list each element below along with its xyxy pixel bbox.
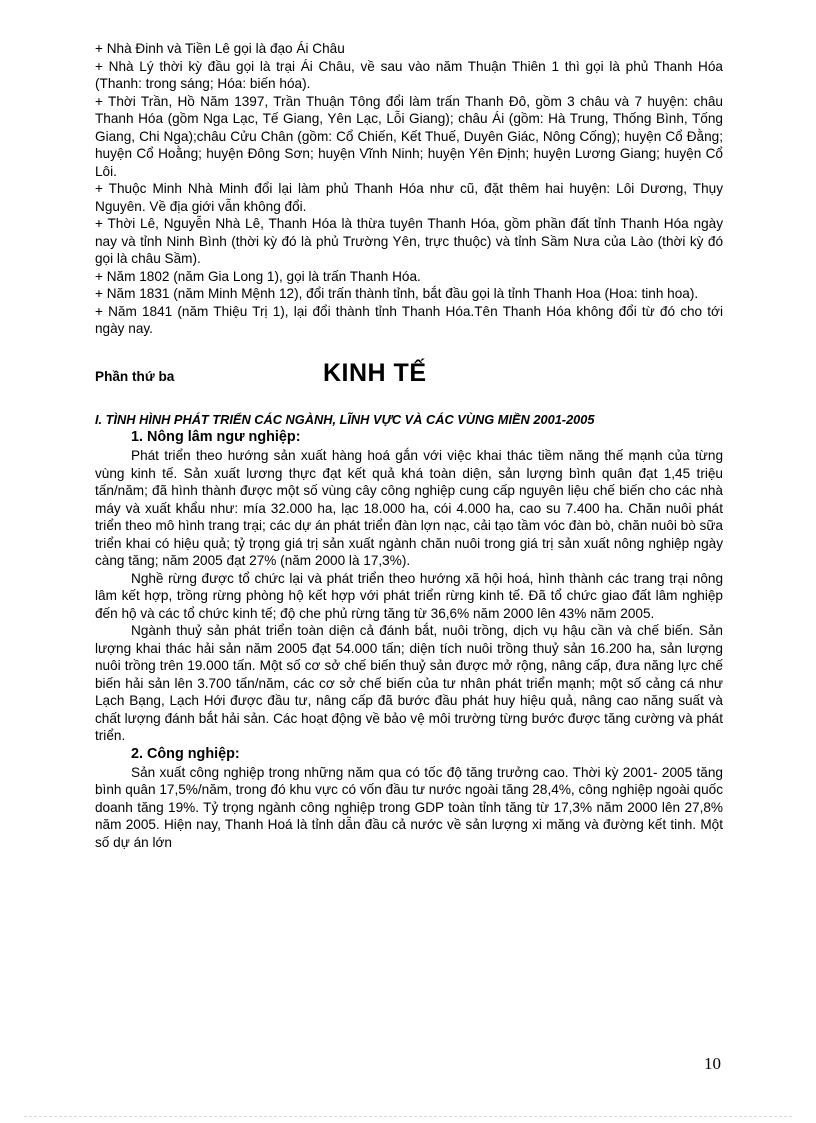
part-label: Phần thứ ba: [95, 368, 175, 384]
history-item: + Thuộc Minh Nhà Minh đổi lại làm phủ Thanh Hóa như cũ, đặt thêm hai huyện: Lôi Dương, Thụy Nguyên. Về địa giới vẫn không đổi.: [95, 181, 723, 214]
history-item: + Thời Lê, Nguyễn Nhà Lê, Thanh Hóa là thừa tuyên Thanh Hóa, gồm phần đất tỉnh Thanh Hóa ngày nay và tỉnh Ninh Bình (thời kỳ đó là phủ Trường Yên, trực thuộc) và tỉnh Sầm Nưa của Lào (thời kỳ đó gọi là châu Sầm).: [95, 216, 723, 266]
history-item: + Năm 1802 (năm Gia Long 1), gọi là trấn Thanh Hóa.: [95, 268, 421, 284]
forestry-paragraph: Nghề rừng được tổ chức lại và phát triển theo hướng xã hội hoá, hình thành các trang trại nông lâm kết hợp, trồng rừng phòng hộ kết hợp với phát triển rừng kinh tế. Đã tổ chức giao đất lâm nghiệp đến hộ và các tổ chức kinh tế; độ che phủ rừng tăng từ 36,6% năm 2000 lên 43% năm 2005.: [95, 570, 723, 621]
bottom-divider: [24, 1116, 792, 1117]
document-page: [95, 40, 723, 851]
history-item: + Nhà Đinh và Tiền Lê gọi là đạo Ái Châu: [95, 41, 345, 56]
industry-heading: 2. Công nghiệp:: [131, 745, 240, 762]
page-number: 10: [704, 1054, 721, 1073]
part-title: KINH TẾ: [323, 358, 427, 387]
agriculture-paragraph: Phát triển theo hướng sản xuất hàng hoá gắn với việc khai thác tiềm năng thế mạnh của từng vùng kinh tế. Sản xuất lương thực đạt kết quả khá toàn diện, sản lượng bình quân đạt 1,45 triệu tấn/năm; đã hình thành được một số vùng cây công nghiệp cung cấp nguyên liệu chế biến cho các nhà máy và xuất khẩu như: mía 32.000 ha, lạc 18.000 ha, cói 4.000 ha, cao su 7.400 ha. Chăn nuôi phát triển theo mô hình trang trại; các dự án phát triển đàn lợn nạc, cải tạo tầm vóc đàn bò, chăn nuôi bò sữa triển khai có hiệu quả; tỷ trọng giá trị sản xuất ngành chăn nuôi trong giá trị sản xuất nông nghiệp ngày càng tăng; năm 2005 đạt 27% (năm 2000 là 17,3%).: [95, 448, 723, 568]
fishery-paragraph: Ngành thuỷ sản phát triển toàn diện cả đánh bắt, nuôi trồng, dịch vụ hậu cần và chế biến. Sản lượng khai thác hải sản năm 2005 đạt 54.000 tấn; diện tích nuôi trồng thuỷ sản 16.200 ha, sản lượng nuôi trồng trên 19.000 tấn. Một số cơ sở chế biến thuỷ sản được mở rộng, nâng cấp, đưa năng lực chế biến hải sản lên 3.700 tấn/năm, các cơ sở chế biến của tư nhân phát triển mạnh; một số cảng cá như Lạch Bạng, Lạch Hới được đầu tư, nâng cấp đã bước đầu phát huy hiệu quả, nâng cao năng suất và chất lượng đánh bắt hải sản. Các hoạt động về bảo vệ môi trường từng bước được tăng cường và phát triển.: [95, 623, 723, 743]
history-item: + Năm 1831 (năm Minh Mệnh 12), đổi trấn thành tỉnh, bắt đầu gọi là tỉnh Thanh Hoa (Hoa: tinh hoa).: [95, 286, 699, 301]
industry-paragraph: Sản xuất công nghiệp trong những năm qua có tốc độ tăng trưởng cao. Thời kỳ 2001- 2005 tăng bình quân 17,5%/năm, trong đó khu vực có vốn đầu tư nước ngoài tăng 28,4%, công nghiệp ngoài quốc doanh tăng 19%. Tỷ trọng ngành công nghiệp trong GDP toàn tỉnh tăng từ 17,3% năm 2000 lên 27,8% năm 2005. Hiện nay, Thanh Hoá là tỉnh dẫn đầu cả nước về sản lượng xi măng và đường kết tinh. Một số dự án lớn: [95, 764, 723, 850]
history-item: + Nhà Lý thời kỳ đầu gọi là trại Ái Châu, về sau vào năm Thuận Thiên 1 thì gọi là phủ Thanh Hóa (Thanh: trong sáng; Hóa: biến hóa).: [95, 58, 723, 91]
history-item: + Thời Trần, Hồ Năm 1397, Trần Thuận Tông đổi làm trấn Thanh Đô, gồm 3 châu và 7 huyện: châu Thanh Hóa (gồm Nga Lạc, Tế Giang, Yên Lạc, Lỗi Giang); châu Ái (gồm: Hà Trung, Thống Bình, Tống Giang, Chi Nga);châu Cửu Chân (gồm: Cổ Chiến, Kết Thuế, Duyên Giác, Nông Cống); huyện Cổ Đằng; huyện Cổ Hoằng; huyện Đông Sơn; huyện Vĩnh Ninh; huyện Yên Định; huyện Lương Giang; huyện Cổ Lôi.: [95, 93, 723, 179]
part-heading: [95, 359, 723, 399]
section-heading: I. TÌNH HÌNH PHÁT TRIỂN CÁC NGÀNH, LĨNH VỰC VÀ CÁC VÙNG MIỀN 2001-2005: [95, 411, 595, 427]
history-list: [95, 40, 723, 338]
agriculture-heading: 1. Nông lâm ngư nghiệp:: [131, 429, 301, 445]
history-item: + Năm 1841 (năm Thiệu Trị 1), lại đổi thành tỉnh Thanh Hóa.Tên Thanh Hóa không đổi từ đó cho tới ngày nay.: [95, 303, 723, 336]
